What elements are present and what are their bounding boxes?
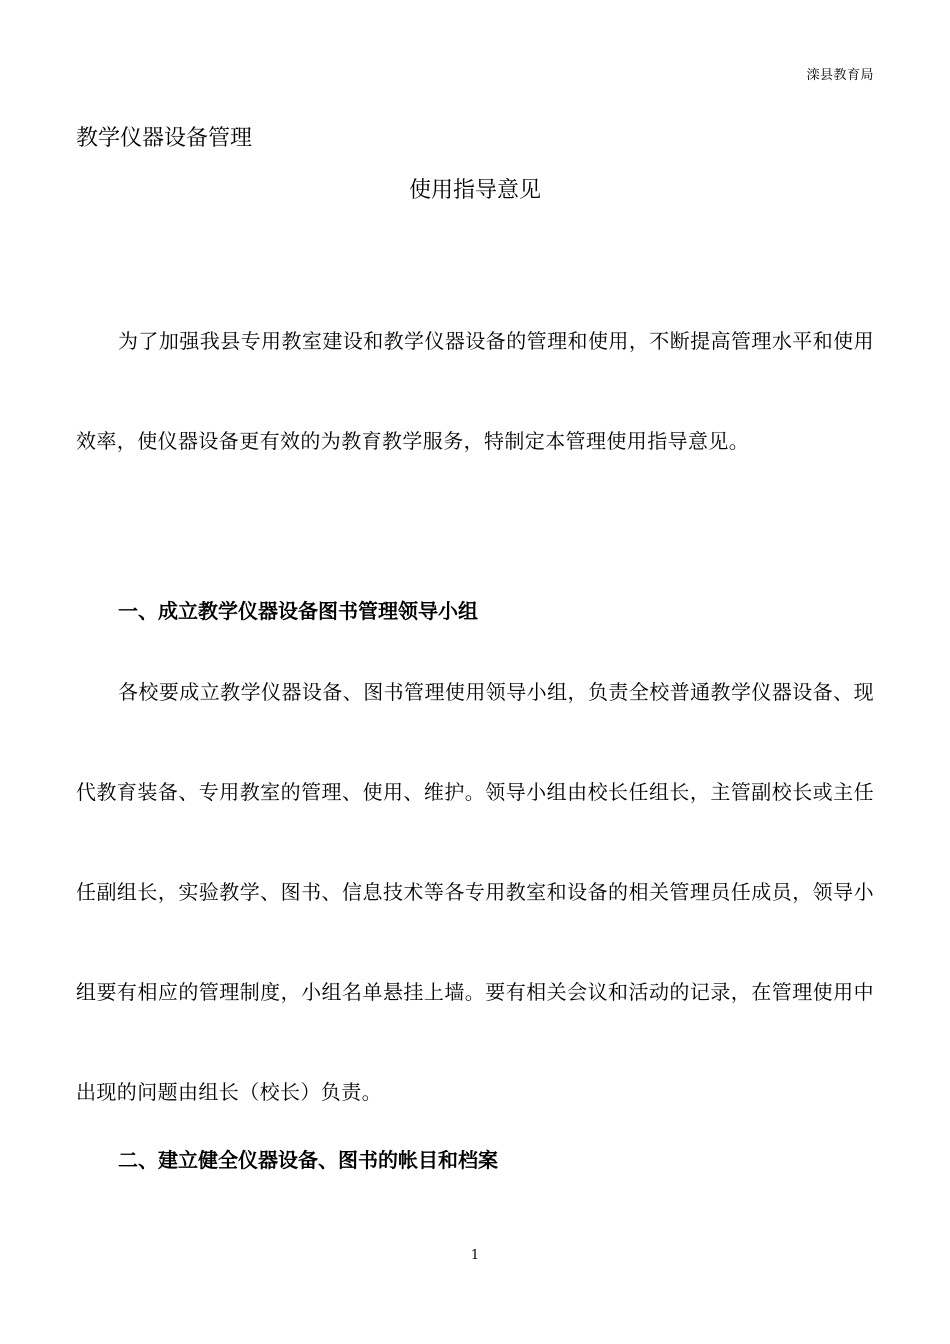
page-number: 1 (470, 1248, 480, 1263)
section-heading-1: 一、成立教学仪器设备图书管理领导小组 (118, 599, 478, 623)
document-title-line-2: 使用指导意见 (408, 178, 541, 203)
header-organization: 滦县教育局 (806, 68, 874, 83)
intro-paragraph: 为了加强我县专用教室建设和教学仪器设备的管理和使用，不断提高管理水平和使用效率，使仪器设备更有效的为教育教学服务，特制定本管理使用指导意见。 (76, 329, 874, 453)
section-1-paragraph: 各校要成立教学仪器设备、图书管理使用领导小组，负责全校普通教学仪器设备、现代教育装备、专用教室的管理、使用、维护。领导小组由校长任组长，主管副校长或主任任副组长，实验教学、图书、信息技术等各专用教室和设备的相关管理员任成员，领导小组要有相应的管理制度，小组名单悬挂上墙。要有相关会议和活动的记录，在管理使用中出现的问题由组长（校长）负责。 (76, 680, 874, 1104)
document-title-line-1: 教学仪器设备管理 (76, 126, 253, 151)
section-heading-2: 二、建立健全仪器设备、图书的帐目和档案 (118, 1148, 498, 1172)
